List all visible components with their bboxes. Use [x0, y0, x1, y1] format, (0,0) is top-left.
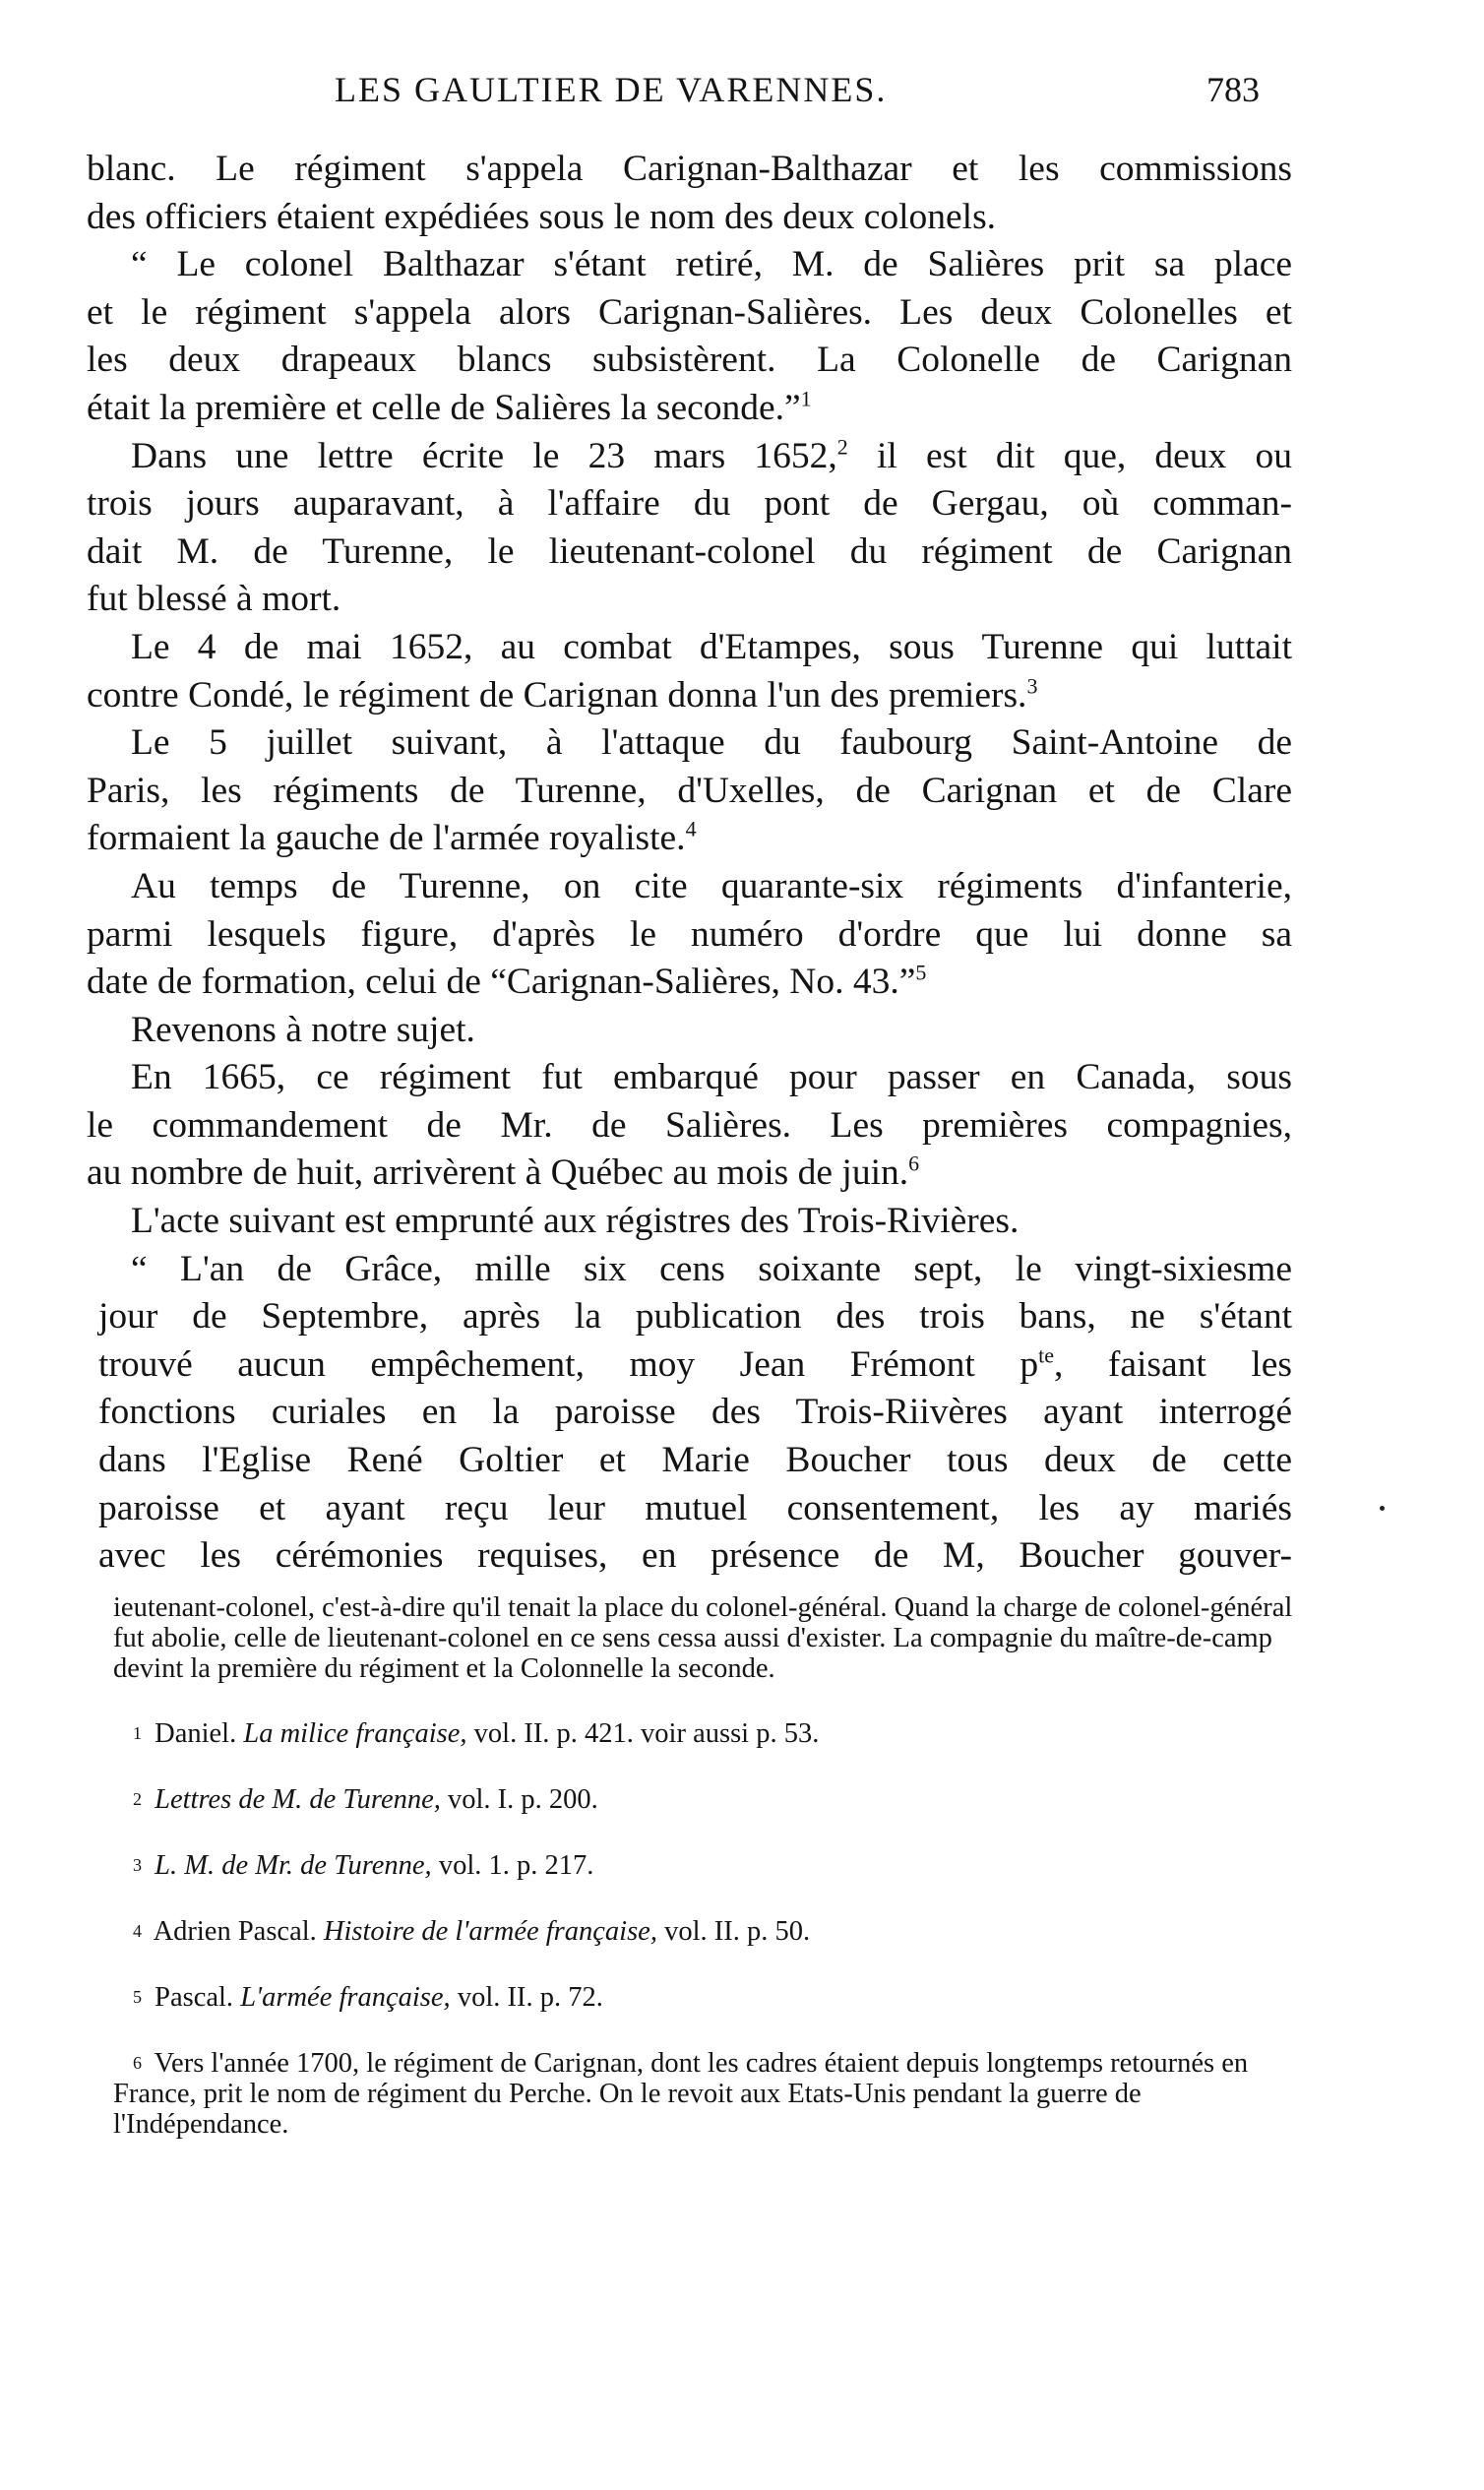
footnote-author: Pascal.	[155, 1982, 234, 2013]
superscript: te	[1038, 1342, 1054, 1368]
footnote	[113, 1916, 1299, 1947]
page-header	[89, 69, 1289, 118]
footnote-ref: 4	[685, 816, 697, 841]
text-line: paroisse et ayant reçu leur mutuel consentement, les ay mariés	[98, 1487, 1292, 1528]
text-line: formaient la gauche de l'armée royaliste.$^4$	[87, 816, 697, 859]
text-line: trouvé aucun empêchement, moy Jean Frémont $p^{te}$, faisant les	[98, 1342, 1292, 1385]
footnotes	[113, 1592, 1299, 2175]
text-line: Au temps de Turenne, on cite quarante-six régiments d'infanterie,	[131, 865, 1292, 906]
text-line: trois jours auparavant, à l'affaire du pont de Gergau, où comman-	[87, 483, 1292, 525]
footnote-number: 6	[133, 2053, 142, 2073]
text-line: “ L'an de Grâce, mille six cens soixante sept, le vingt-sixiesme	[131, 1248, 1292, 1289]
paragraph	[87, 624, 1292, 719]
text-line: les deux drapeaux blancs subsistèrent. La Colonelle de Carignan	[87, 340, 1292, 381]
text-line: parmi lesquels figure, d'après le numéro d'ordre que lui donne sa	[87, 913, 1292, 955]
footnote-rest: Vers l'année 1700, le régiment de Carignan, dont les cadres étaient depuis longtemps retournés en France, prit le nom de régiment du Perche. On le revoit aux Etats-Unis pendant la guerre de l'Indépendance.	[113, 2048, 1249, 2140]
footnote-title: Histoire de l'armée française,	[323, 1916, 657, 1947]
footnote-rest: vol. 1. p. 217.	[438, 1850, 594, 1881]
paragraph	[87, 1246, 1292, 1581]
footnote-ref: 5	[915, 960, 927, 985]
footnote-rest: vol. II. p. 72.	[457, 1982, 603, 2013]
ink-speck	[1380, 1506, 1385, 1511]
paragraph	[87, 241, 1292, 432]
footnote-number: 3	[133, 1855, 142, 1875]
text-line: était la première et celle de Salières la seconde.”$^1$	[87, 386, 812, 428]
footnote-author: Daniel.	[155, 1718, 237, 1749]
text-line: “ Le colonel Balthazar s'étant retiré, M. de Salières prit sa place	[131, 244, 1292, 285]
page-number: 783	[1206, 70, 1260, 109]
footnote-rest: vol. II. p. 421. voir aussi p. 53.	[473, 1718, 820, 1749]
text-line: date de formation, celui de “Carignan-Salières, No. 43.”$^5$	[87, 960, 927, 1003]
footnote-title: La milice française,	[243, 1718, 467, 1749]
footnote-title: Lettres de M. de Turenne,	[155, 1784, 441, 1815]
text-line: Le 5 juillet suivant, à l'attaque du faubourg Saint-Antoine de	[131, 722, 1292, 764]
footnote-ref: 2	[836, 434, 848, 460]
footnote	[113, 1982, 1299, 2013]
text-line: avec les cérémonies requises, en présence de M, Boucher gouver-	[98, 1535, 1292, 1577]
paragraph	[87, 433, 1292, 624]
footnote-number: 1	[133, 1723, 142, 1743]
text-line: fut blessé à mort.	[87, 579, 341, 620]
text-line: Le 4 de mai 1652, au combat d'Etampes, sous Turenne qui luttait	[131, 626, 1292, 667]
text-line: et le régiment s'appela alors Carignan-Salières. Les deux Colonelles et	[87, 291, 1292, 333]
paragraph	[87, 1198, 1292, 1246]
footnote	[113, 1850, 1299, 1881]
text-line: contre Condé, le régiment de Carignan donna l'un des premiers.$^3$	[87, 673, 1038, 716]
footnote-rest: vol. II. p. 50.	[664, 1916, 811, 1947]
text-line: L'acte suivant est emprunté aux régistres des Trois-Rivières.	[131, 1201, 1020, 1242]
footnote-number: 4	[133, 1921, 142, 1941]
paragraph	[87, 719, 1292, 863]
running-title: LES GAULTIER DE VARENNES.	[335, 70, 888, 109]
text-line: En 1665, ce régiment fut embarqué pour passer en Canada, sous	[131, 1057, 1292, 1098]
footnote	[113, 2048, 1299, 2140]
text-line: Paris, les régiments de Turenne, d'Uxelles, de Carignan et de Clare	[87, 770, 1292, 811]
text-line: fonctions curiales en la paroisse des Trois-Riivères ayant interrogé	[98, 1392, 1292, 1433]
footnote-number: 5	[133, 1987, 142, 2007]
footnote-ref: 1	[800, 386, 812, 411]
text-line: dait M. de Turenne, le lieutenant-colonel du régiment de Carignan	[87, 530, 1292, 572]
text-line: dans l'Eglise René Goltier et Marie Boucher tous deux de cette	[98, 1440, 1292, 1481]
paragraph	[87, 146, 1292, 241]
paragraph	[87, 1007, 1292, 1055]
text-line: des officiers étaient expédiées sous le nom des deux colonels.	[87, 196, 997, 237]
main-text	[87, 146, 1292, 1581]
footnote	[113, 1718, 1299, 1749]
footnote-title: L. M. de Mr. de Turenne,	[155, 1850, 432, 1881]
footnote-number: 2	[133, 1789, 142, 1809]
footnote-title: L'armée française,	[240, 1982, 451, 2013]
text-line: jour de Septembre, après la publication des trois bans, ne s'étant	[98, 1296, 1292, 1338]
footnote-continuation: ieutenant-colonel, c'est-à-dire qu'il tenait la place du colonel-général. Quand la charge de colonel-général fut abolie, celle de lieutenant-colonel en ce sens cessa aussi d'exister. La compagnie du maître-de-camp devint la première du régiment et la Colonnelle la seconde.	[113, 1592, 1293, 1684]
footnote	[113, 1784, 1299, 1815]
footnote-author: Adrien Pascal.	[153, 1916, 317, 1947]
footnote-ref: 3	[1026, 673, 1038, 699]
paragraph	[87, 1054, 1292, 1198]
paragraph	[87, 863, 1292, 1007]
text-line: le commandement de Mr. de Salières. Les premières compagnies,	[87, 1104, 1292, 1146]
text-line: Dans une lettre écrite le 23 mars 1652,$^2$ il est dit que, deux ou	[131, 434, 1293, 476]
text-line: Revenons à notre sujet.	[131, 1009, 475, 1050]
text-line: blanc. Le régiment s'appela Carignan-Balthazar et les commissions	[87, 149, 1292, 189]
footnote-ref: 6	[908, 1151, 920, 1176]
footnote-rest: vol. I. p. 200.	[448, 1784, 598, 1815]
text-line: au nombre de huit, arrivèrent à Québec au mois de juin.$^6$	[87, 1151, 920, 1194]
